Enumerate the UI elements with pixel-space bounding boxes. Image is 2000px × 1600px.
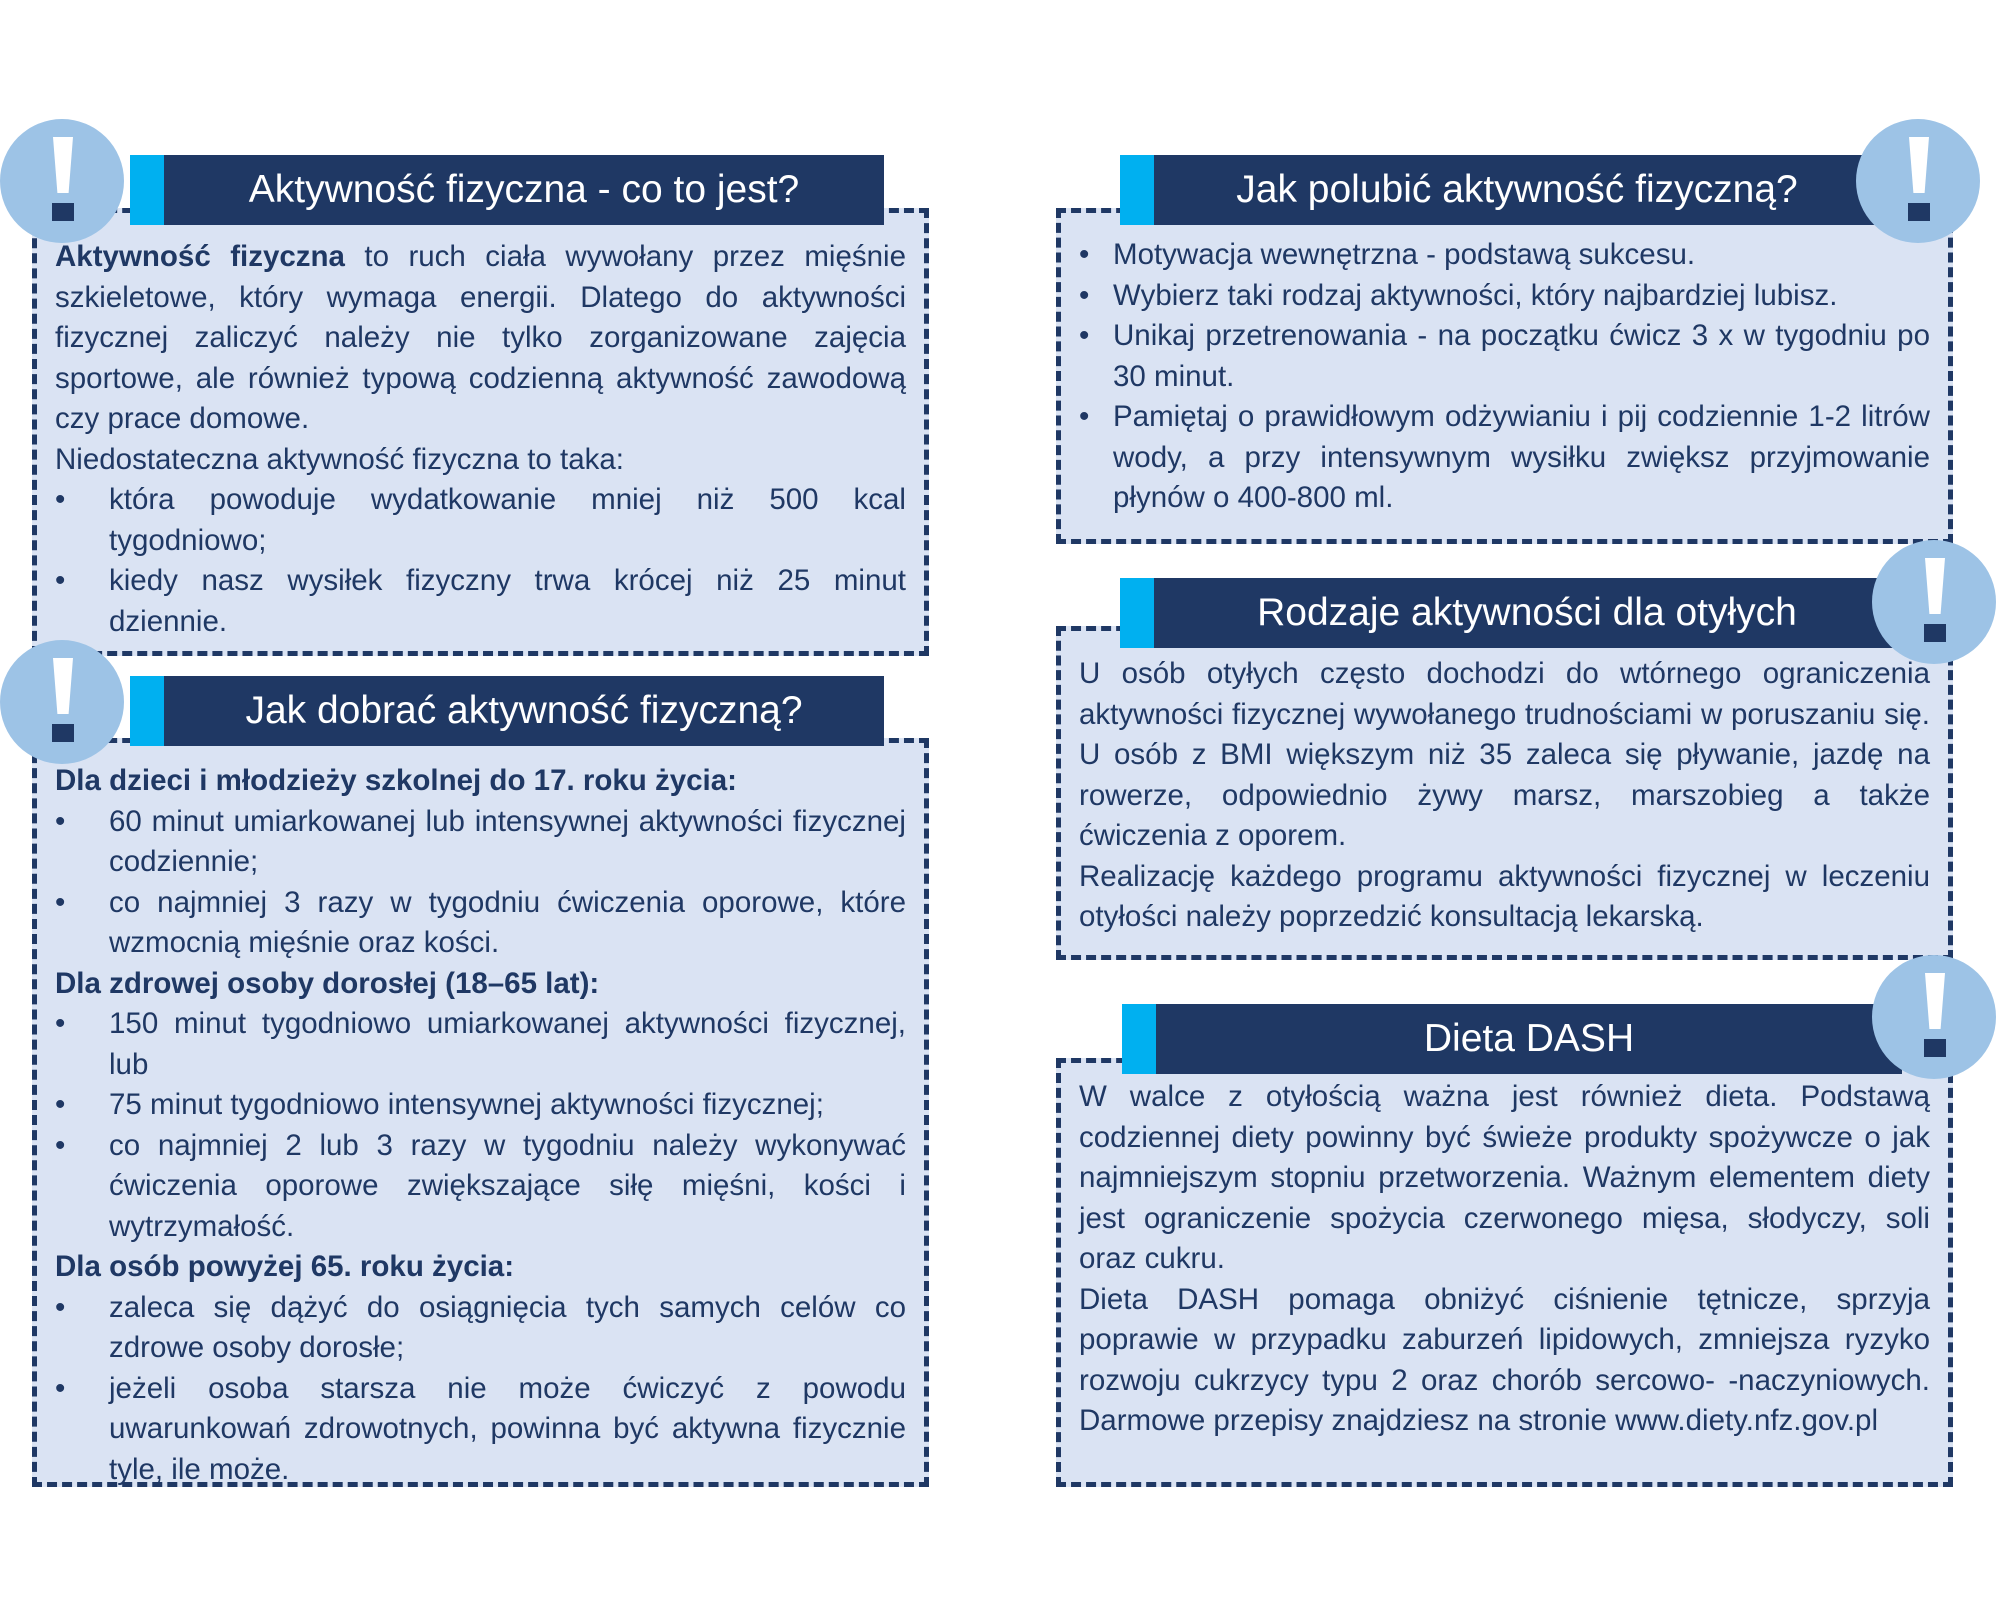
list-item: • która powoduje wydatkowanie mniej niż 500 kcal tygodniowo; bbox=[55, 480, 906, 561]
group-heading: Dla zdrowej osoby dorosłej (18–65 lat): bbox=[55, 966, 600, 1000]
list-item: • Wybierz taki rodzaj aktywności, który najbardziej lubisz. bbox=[1079, 276, 1930, 317]
header-activity-like bbox=[1120, 155, 1880, 225]
exclamation-icon bbox=[1872, 540, 1996, 664]
exclamation-bar bbox=[53, 137, 73, 193]
header-activity-what bbox=[130, 155, 884, 225]
list-item: • jeżeli osoba starsza nie może ćwiczyć z powodu uwarunkowań zdrowotnych, powinna być aktywna fizycznie tyle, ile może. bbox=[55, 1369, 906, 1491]
list-item: • Motywacja wewnętrzna - podstawą sukcesu. bbox=[1079, 235, 1930, 276]
group-list bbox=[55, 1288, 906, 1491]
header-title: Aktywność fizyczna - co to jest? bbox=[248, 168, 800, 211]
panel-activity-choose bbox=[32, 738, 929, 1487]
header-accent bbox=[1120, 578, 1154, 648]
header-title: Jak polubić aktywność fizyczną? bbox=[1236, 168, 1798, 211]
header-title: Jak dobrać aktywność fizyczną? bbox=[245, 689, 803, 732]
panel-activity-obese bbox=[1056, 626, 1953, 960]
header-accent bbox=[1120, 155, 1154, 225]
activity-like-list bbox=[1079, 235, 1930, 519]
obese-paragraph: U osób otyłych często dochodzi do wtórnego ograniczenia aktywności fizycznej wywołanego trudnościami w poruszaniu się. U osób z BMI większym niż 35 zaleca się pływanie, jazdę na rowerze, odpowiednio żywy marsz, marszobieg a także ćwiczenia z oporem. bbox=[1079, 657, 1930, 852]
list-item: • zaleca się dążyć do osiągnięcia tych samych celów co zdrowe osoby dorosłe; bbox=[55, 1288, 906, 1369]
activity-what-lead bbox=[55, 237, 906, 440]
dash-paragraph: Dieta DASH pomaga obniżyć ciśnienie tętnicze, sprzyja poprawie w przypadku zaburzeń lipidowych, zmniejsza ryzyko rozwoju cukrzycy typu 2 oraz chorób sercowo- -naczyniowych. Darmowe przepisy znajdziesz na stronie www.diety.nfz.gov.pl bbox=[1079, 1282, 1930, 1437]
exclamation-dot bbox=[1908, 203, 1930, 221]
exclamation-bar bbox=[1909, 137, 1929, 193]
activity-what-list bbox=[55, 480, 906, 642]
list-item: • co najmniej 2 lub 3 razy w tygodniu należy wykonywać ćwiczenia oporowe zwiększające siłę mięśni, kości i wytrzymałość. bbox=[55, 1126, 906, 1248]
group-heading: Dla osób powyżej 65. roku życia: bbox=[55, 1250, 515, 1283]
exclamation-icon bbox=[1872, 955, 1996, 1079]
list-item: • Unikaj przetrenowania - na początku ćwicz 3 x w tygodniu po 30 minut. bbox=[1079, 316, 1930, 397]
list-item: • 60 minut umiarkowanej lub intensywnej aktywności fizycznej codziennie; bbox=[55, 802, 906, 883]
group-list bbox=[55, 1004, 906, 1247]
list-item: • Pamiętaj o prawidłowym odżywianiu i pij codziennie 1-2 litrów wody, a przy intensywnym wysiłku zwiększ przyjmowanie płynów o 400-800 ml. bbox=[1079, 397, 1930, 519]
header-activity-obese bbox=[1120, 578, 1900, 648]
list-item: • 150 minut tygodniowo umiarkowanej aktywności fizycznej, lub bbox=[55, 1004, 906, 1085]
dash-paragraph: W walce z otyłością ważna jest również dieta. Podstawą codziennej diety powinny być świeże produkty spożywcze o jak najmniejszym stopniu przetworzenia. Ważnym elementem diety jest ograniczenie spożycia czerwonego mięsa, słodyczy, soli oraz cukru. bbox=[1079, 1080, 1930, 1275]
header-dash bbox=[1122, 1004, 1902, 1074]
list-item: • kiedy nasz wysiłek fizyczny trwa krócej niż 25 minut dziennie. bbox=[55, 561, 906, 642]
activity-what-insufficient-intro: Niedostateczna aktywność fizyczna to taka: bbox=[55, 442, 624, 476]
header-activity-choose bbox=[130, 676, 884, 746]
header-title: Dieta DASH bbox=[1423, 1017, 1635, 1060]
header-accent bbox=[130, 676, 164, 746]
exclamation-dot bbox=[52, 724, 74, 742]
list-item: • co najmniej 3 razy w tygodniu ćwiczenia oporowe, które wzmocnią mięśnie oraz kości. bbox=[55, 883, 906, 964]
exclamation-bar bbox=[1925, 558, 1945, 614]
exclamation-dot bbox=[52, 203, 74, 221]
activity-what-lead-bold: Aktywność fizyczna bbox=[55, 240, 345, 273]
group-list bbox=[55, 802, 906, 964]
header-accent bbox=[1122, 1004, 1156, 1074]
exclamation-icon bbox=[1856, 119, 1980, 243]
obese-paragraph: Realizację każdego programu aktywności fizycznej w leczeniu otyłości należy poprzedzić konsultacją lekarską. bbox=[1079, 859, 1930, 933]
panel-activity-like bbox=[1056, 208, 1953, 544]
panel-dash bbox=[1056, 1058, 1953, 1487]
exclamation-dot bbox=[1924, 1039, 1946, 1057]
panel-activity-what bbox=[32, 208, 929, 656]
exclamation-icon bbox=[0, 640, 124, 764]
header-accent bbox=[130, 155, 164, 225]
group-heading: Dla dzieci i młodzieży szkolnej do 17. roku życia: bbox=[55, 764, 737, 797]
exclamation-dot bbox=[1924, 624, 1946, 642]
exclamation-bar bbox=[1925, 973, 1945, 1029]
list-item: • 75 minut tygodniowo intensywnej aktywności fizycznej; bbox=[55, 1085, 906, 1126]
exclamation-bar bbox=[53, 658, 73, 714]
header-title: Rodzaje aktywności dla otyłych bbox=[1257, 591, 1797, 634]
exclamation-icon bbox=[0, 119, 124, 243]
activity-what-lead-rest: to ruch ciała wywołany przez mięśnie szkieletowe, który wymaga energii. Dlatego do aktywności fizycznej zaliczyć należy nie tylko zorganizowane zajęcia sportowe, ale również typową codzienną aktywność zawodową czy prace domowe. bbox=[55, 240, 906, 435]
